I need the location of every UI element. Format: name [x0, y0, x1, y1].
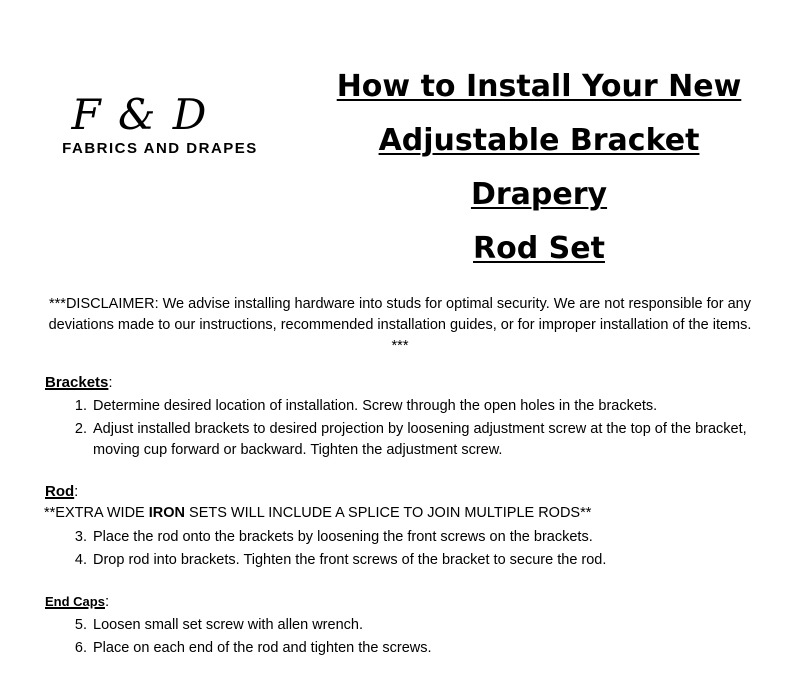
- step-text: Drop rod into brackets. Tighten the front screws of the bracket to secure the rod.: [93, 552, 607, 568]
- step-number: 4.: [74, 552, 87, 568]
- step-item: [45, 615, 765, 636]
- end-caps-section: [45, 591, 765, 661]
- step-text: Place the rod onto the brackets by loosening the front screws on the brackets.: [93, 529, 593, 545]
- brackets-section: [45, 372, 765, 463]
- rod-steps: [45, 527, 765, 571]
- section-heading: End Caps:: [45, 593, 110, 610]
- step-number: 2.: [74, 421, 87, 437]
- rod-note-part: SETS WILL INCLUDE A SPLICE TO JOIN MULTIPLE RODS**: [185, 505, 592, 521]
- step-text: Determine desired location of installation. Screw through the open holes in the brackets.: [93, 398, 658, 414]
- page-title: [320, 60, 758, 276]
- logo-monogram: F & D: [71, 90, 209, 139]
- rod-section: [45, 481, 765, 573]
- rod-heading: Rod: [45, 483, 75, 500]
- step-item: [45, 550, 765, 571]
- title-line-3: Rod Set: [473, 231, 605, 266]
- brackets-steps: [45, 396, 765, 461]
- step-text: Place on each end of the rod and tighten the screws.: [93, 640, 432, 656]
- brand-logo: [40, 92, 280, 157]
- title-line-2: Adjustable Bracket Drapery: [378, 123, 700, 212]
- step-text: Loosen small set screw with allen wrench.: [93, 617, 363, 633]
- step-item: [45, 638, 765, 659]
- step-number: 6.: [74, 640, 87, 656]
- step-item: [45, 527, 765, 548]
- rod-note-part: **EXTRA WIDE: [44, 505, 149, 521]
- step-text: Adjust installed brackets to desired projection by loosening adjustment screw at the top of the bracket, moving cup forward or backward. Tighten the adjustment screw.: [93, 421, 747, 458]
- title-line-1: How to Install Your New: [336, 69, 742, 104]
- rod-splice-note: [44, 503, 765, 523]
- step-number: 3.: [74, 529, 87, 545]
- end-caps-steps: [45, 615, 765, 659]
- step-number: 5.: [74, 617, 87, 633]
- step-number: 1.: [74, 398, 87, 414]
- logo-brand-name: FABRICS AND DRAPES: [62, 140, 258, 157]
- rod-note-bold: IRON: [148, 505, 185, 521]
- disclaimer-text: ***DISCLAIMER: We advise installing hardware into studs for optimal security. We are not responsible for any deviations made to our instructions, recommended installation guides, or for improper installation of the items. ***: [48, 296, 752, 354]
- step-item: [45, 396, 765, 417]
- section-heading: Brackets:: [45, 374, 113, 391]
- end-caps-heading: End Caps: [45, 594, 105, 609]
- section-heading: Rod:: [45, 483, 79, 500]
- step-item: [45, 419, 765, 461]
- brackets-heading: Brackets: [45, 374, 109, 391]
